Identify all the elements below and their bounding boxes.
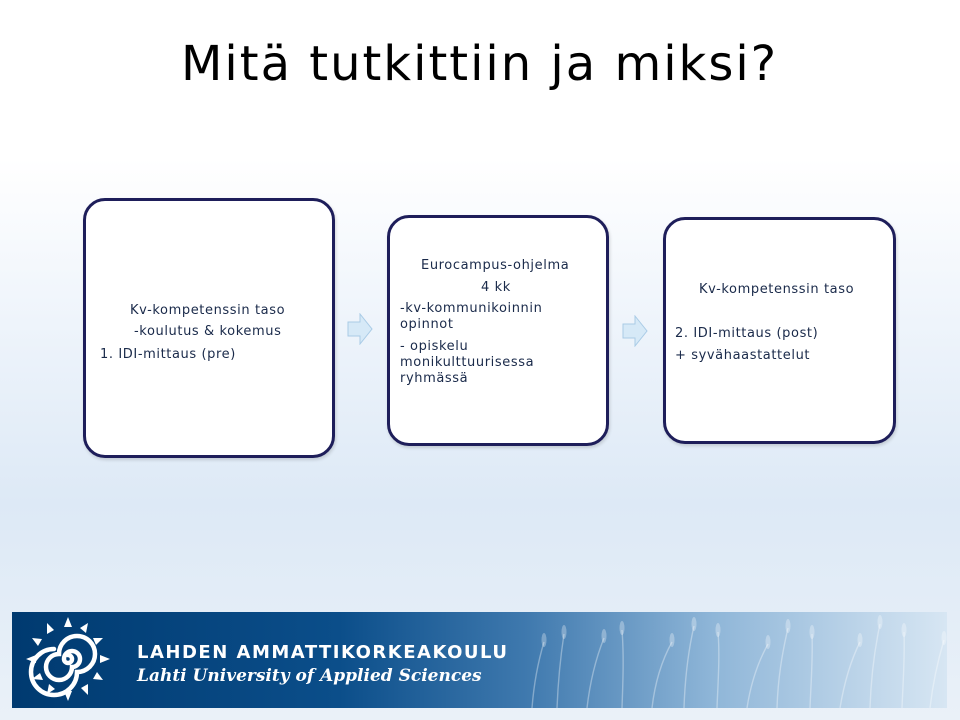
- box-2-line-4: opinnot: [400, 317, 454, 332]
- footer-banner: [12, 612, 947, 708]
- box-2-line-2: 4 kk: [481, 280, 511, 295]
- slide-title: Mitä tutkittiin ja miksi?: [181, 36, 779, 92]
- box-3-line-2: 2. IDI-mittaus (post): [675, 326, 819, 341]
- box-1-line-1: Kv-kompetenssin taso: [130, 303, 286, 318]
- box-1-line-2: -koulutus & kokemus: [134, 324, 282, 339]
- process-box-2: [387, 215, 609, 446]
- box-2-line-7: ryhmässä: [400, 371, 469, 386]
- box-2-line-3: -kv-kommunikoinnin: [400, 301, 543, 316]
- box-2-line-6: monikulttuurisessa: [400, 355, 535, 370]
- box-3-line-1: Kv-kompetenssin taso: [699, 282, 855, 297]
- box-3-line-3: + syvähaastattelut: [675, 348, 811, 363]
- right-arrow-icon: [622, 315, 648, 347]
- lamk-spiral-logo-icon: [26, 617, 110, 701]
- box-2-line-1: Eurocampus-ohjelma: [421, 258, 570, 273]
- right-arrow-icon: [347, 313, 373, 345]
- university-name-en: Lahti University of Applied Sciences: [137, 666, 482, 686]
- process-box-1: [83, 198, 335, 458]
- box-2-line-5: - opiskelu: [400, 339, 469, 354]
- box-1-line-3: 1. IDI-mittaus (pre): [100, 347, 236, 362]
- university-name-fi: LAHDEN AMMATTIKORKEAKOULU: [137, 642, 509, 663]
- process-box-3: [663, 217, 896, 444]
